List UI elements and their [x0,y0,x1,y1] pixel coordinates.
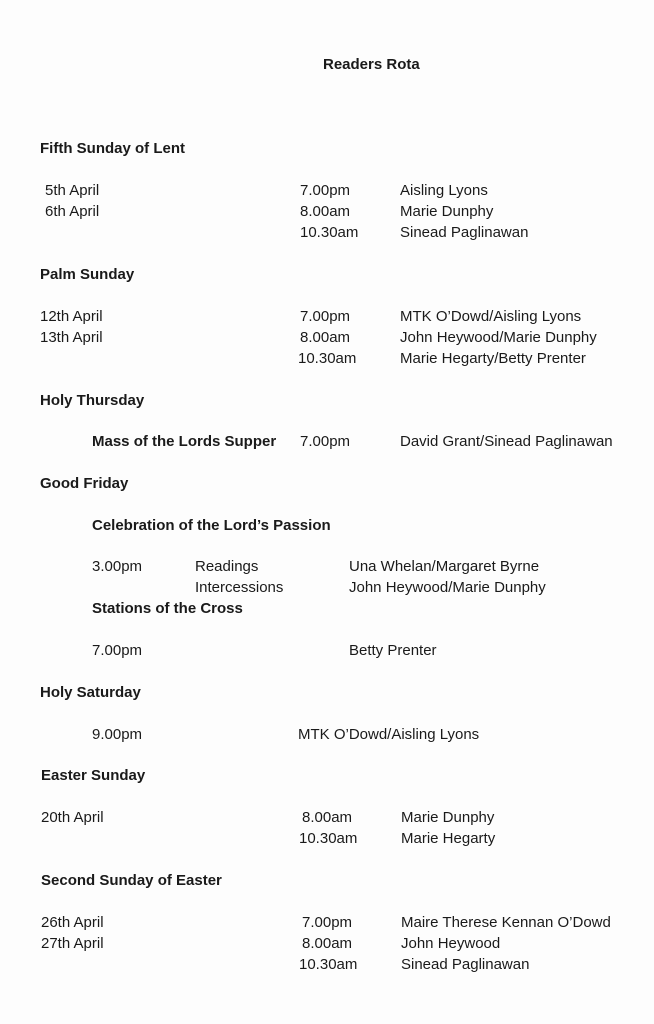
reader-cell: John Heywood [401,935,501,952]
date-cell: 5th April [45,182,100,199]
time-cell: 7.00pm [300,433,351,450]
reader-cell: Marie Hegarty/Betty Prenter [400,350,586,367]
reader-cell: Aisling Lyons [400,182,488,199]
date-cell: 6th April [45,203,100,220]
reader-cell: Sinead Paglinawan [401,956,530,973]
section-heading-easter-sunday: Easter Sunday [41,767,146,784]
reader-cell: David Grant/Sinead Paglinawan [400,433,613,450]
section-heading-second-sunday-of-easter: Second Sunday of Easter [41,872,222,889]
reader-cell: Marie Dunphy [400,203,494,220]
reader-cell: Sinead Paglinawan [400,224,529,241]
time-cell: 7.00pm [92,642,143,659]
reader-cell: Marie Dunphy [401,809,495,826]
time-cell: 9.00pm [92,726,143,743]
date-cell: 12th April [40,308,103,325]
section-heading-fifth-sunday-of-lent: Fifth Sunday of Lent [40,140,185,157]
time-cell: 7.00pm [302,914,353,931]
section-heading-holy-thursday: Holy Thursday [40,392,145,409]
date-cell: 20th April [41,809,104,826]
subheading-celebration-of-the-lords-passion: Celebration of the Lord’s Passion [92,517,331,534]
time-cell: 8.00am [302,809,353,826]
reader-cell: MTK O’Dowd/Aisling Lyons [400,308,582,325]
time-cell: 7.00pm [300,182,351,199]
date-cell: 13th April [40,329,103,346]
part-cell: Intercessions [195,579,284,596]
reader-cell: MTK O’Dowd/Aisling Lyons [298,726,480,743]
time-cell: 10.30am [300,224,359,241]
section-heading-good-friday: Good Friday [40,475,129,492]
reader-cell: Maire Therese Kennan O’Dowd [401,914,611,931]
time-cell: 8.00am [300,329,351,346]
reader-cell: John Heywood/Marie Dunphy [400,329,597,346]
time-cell: 7.00pm [300,308,351,325]
time-cell: 10.30am [299,830,358,847]
reader-cell: Betty Prenter [349,642,437,659]
part-cell: Readings [195,558,259,575]
date-cell: 26th April [41,914,104,931]
time-cell: 10.30am [298,350,357,367]
section-heading-holy-saturday: Holy Saturday [40,684,141,701]
time-cell: 8.00am [300,203,351,220]
section-heading-palm-sunday: Palm Sunday [40,266,135,283]
time-cell: 8.00am [302,935,353,952]
reader-cell: John Heywood/Marie Dunphy [349,579,546,596]
reader-cell: Marie Hegarty [401,830,496,847]
subheading-mass-of-the-lords-supper: Mass of the Lords Supper [92,433,277,450]
reader-cell: Una Whelan/Margaret Byrne [349,558,540,575]
time-cell: 10.30am [299,956,358,973]
subheading-stations-of-the-cross: Stations of the Cross [92,600,243,617]
time-cell: 3.00pm [92,558,143,575]
date-cell: 27th April [41,935,104,952]
page-title: Readers Rota [323,56,420,73]
